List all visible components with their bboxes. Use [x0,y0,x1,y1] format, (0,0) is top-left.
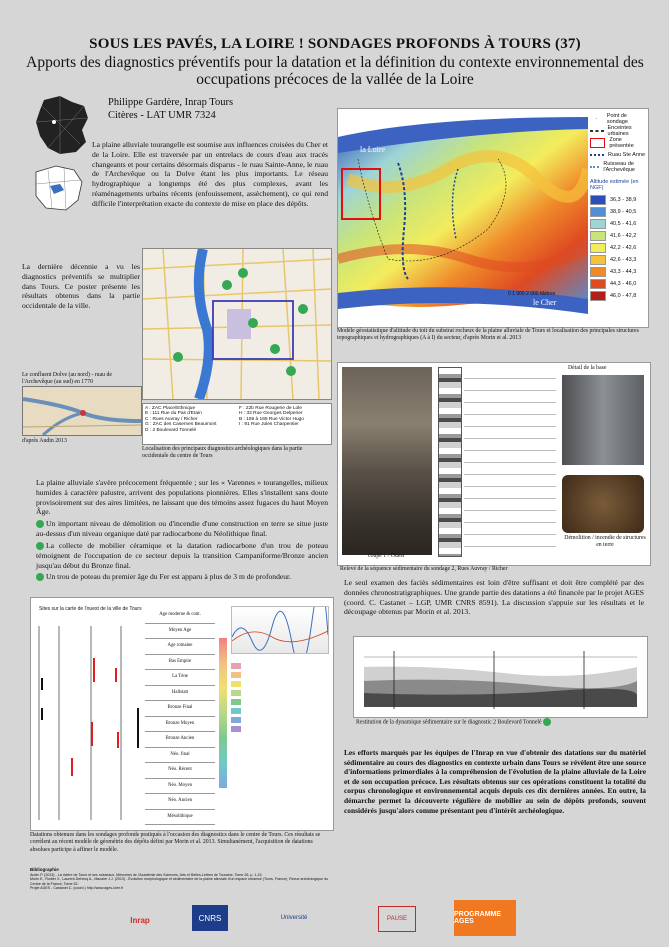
section-left-label: coupe 1 / Ouest [368,553,405,559]
range-label: 40,5 - 41,6 [610,221,637,227]
legend-entry: B : 159 à 165 Rue Victor Hugo [239,416,304,422]
section-photo-left [342,367,432,555]
period-label: Bronze Final [145,701,215,717]
range-swatch [590,219,606,229]
range-swatch [590,243,606,253]
legend-entry: F : 22b Rue Rougerie de Lole [239,406,302,411]
section-log [438,367,462,557]
range-label: 38,9 - 40,5 [610,209,637,215]
range-label: 44,3 - 46,0 [610,281,637,287]
restitution-diagram [353,636,648,718]
altitude-range [590,206,646,218]
altitude-range [590,218,646,230]
river-cher-label: le Cher [533,298,557,307]
range-swatch [590,279,606,289]
period-label: Bronze Ancien [145,732,215,748]
finding-2: La collecte de mobilier céramique et la datation radiocarbone d'un trou de poteau témoignent de l'occupation de ce secteur depuis la transition Campaniforme/Bronze ancien jusqu'au début du Bronze final. [36,541,328,570]
svg-text:Sites sur la carte de l'ouest: Sites sur la carte de l'ouest de la ville de Tours [39,606,142,612]
color-legend [231,660,329,735]
legend-item: Enceintes urbaines [590,125,646,137]
period-label: Hallstatt [145,686,215,702]
tours-map-legend [142,403,332,445]
biblio-ref: Audin P. (2013) - La rivière de Tours et ses ruisseaux, Mémoires de l'Académie des Sciences, Arts et Belles-Lettres de Touraine, Tome 26, p. 1-15. [30,872,263,877]
decade-text: La dernière décennie a vu les diagnostics préventifs se multiplier dans Tours. Ce poster présente les résultats obtenus dans la partie occidentale de la ville. [22,262,140,311]
range-swatch [590,255,606,265]
tours-street-map [142,248,332,400]
map-legend-col-right [237,404,331,444]
author-block [108,96,233,122]
period-color-bar [219,638,227,788]
biblio-ref: Projet AGES - Castanet C. (coord.) http://www.ages-loire.fr [30,886,124,891]
range-swatch [590,207,606,217]
poster-subtitle: Apports des diagnostics préventifs pour la datation et la définition du contexte environnemental des occupations précoces de la vallée de la Loire [26,54,644,88]
demolition-label: Démolition / incendie de structures en terre [564,535,646,549]
range-label: 42,2 - 42,6 [610,245,637,251]
conclusion-text: Les efforts marqués par les équipes de l'Inrap en vue d'obtenir des datations sur du matériel sédimentaire au cours des diagnostics en contexte urbain dans Tours se révèlent être une source d'informations primordiales à la compréhension de l'évolution de la plaine alluviale de la Loire et de son occupation précoce. Les résultats obtenus sur ces opérations constituent la totalité du corpus chronologique et environnemental acquis depuis ces dix dernières années. En outre, la démarche permet la découverte régulière de mobilier au sein de dépôts profonds, souvent considérés jusqu'alors comme présentant peu d'intérêt archéologique. [344,748,646,815]
confluent-credit: d'après Audin 2013 [22,438,67,444]
period-label: Néo. Moyen [145,779,215,795]
range-label: 36,3 - 38,9 [610,197,637,203]
biblio-title: Bibliographie [30,867,59,872]
altitude-range [590,254,646,266]
author-name: Philippe Gardère, Inrap Tours [108,97,234,108]
logo-ages: PROGRAMME AGES [454,900,516,936]
france-map [30,92,96,158]
legend-entry: E : 111 Rue du Pas d'Etain [145,411,202,417]
marker-c-icon [36,573,44,581]
legend-entry: C : Rues Auvray / Richer [145,416,198,422]
legend-entry: I : 91 Rue Jules Charpentier [239,422,299,428]
confluent-map [22,386,142,436]
range-swatch [590,291,606,301]
restitution-caption: Restitution de la dynamique sédimentaire sur le diagnostic 2 Boulevard Tonnelé [356,718,636,727]
section-caption: Relevé de la séquence sédimentaire du sondage 2, Rues Auvray / Richer [340,566,508,572]
map-legend-col-left [143,404,237,444]
bibliography [30,868,330,891]
legend-entry: H : 33 Rue Georges Delperier [239,411,303,417]
legend-item: Ruau Ste Anne [590,149,646,161]
period-label: Bas Empire [145,655,215,671]
range-label: 42,6 - 43,3 [610,257,637,263]
legend-entry: G : ZAC des Casernes Beaumont [145,422,217,428]
finding-3: Un trou de poteau du premier âge du Fer est apparu à plus de 3 m de profondeur. [36,572,328,582]
period-label: Age romaine [145,639,215,655]
altitude-title: Altitude estimée (en NGF) [590,179,639,191]
geostat-map-panel [337,108,649,328]
logo-cnrs: CNRS [192,905,228,931]
geostat-legend [590,113,646,302]
tours-map-caption: Localisation des principaux diagnostics archéologiques dans la partie occidentale du centre de Tours [142,446,303,460]
legend-item: · Point de sondage [595,113,628,125]
range-label: 46,0 - 47,8 [610,293,637,299]
plain-text: La plaine alluviale s'avère précocement fréquentée ; sur les « Varennes » tourangelles, milieux humides à caractère palustre, arrivent des populations pionnières. Elles s'installent sans doute provisoirement sur des aires limitées, ne laissant que des témoins assez fugaces du haut Moyen Âge. [36,478,328,517]
period-label: Néo. Récent [145,763,215,779]
range-swatch [590,195,606,205]
geostat-caption: Modèle géostatistique d'altitude du toit du substrat rocheux de la plaine alluviale de Tours et localisation des principales structures topographiques et hydrographiques (A à I) du secteur, d'après Morin et al. 2013 [337,328,639,342]
marker-d-icon [543,718,551,726]
intro-text: La plaine alluviale tourangelle est soumise aux influences croisées du Cher et de la Loire. Elle est traversée par un entrelacs de cours d'eau aux tracés changeants et pour certains désormais disparus - le ruau Sainte-Anne, le ruau de l'Archevêque ou la Dolve étant les plus importants. Le réseau hydrographique a longtemps été des plus complexes, avant les réaménagements urbains récents (enfouissement, assèchement), ce qui rend difficile l'interprétation exacte du contexte de mise en place des dépôts. [92,140,328,208]
altitude-range [590,290,646,302]
author-lab: Citères - LAT UMR 7324 [108,110,216,121]
range-swatch [590,231,606,241]
datation-caption: Datations obtenues dans les sondages profonds pratiqués à l'occasion des diagnostics dans le centre de Tours. Ces résultats se corrèlent au récent modèle de géométrie des dépôts défini par Morin et al. 2013. Simultanément, l'acquisition de datations absolues participe à affiner le modèle. [30,832,321,853]
marker-c-icon [36,542,44,550]
detail-label: Détail de la base [568,365,607,371]
altitude-range [590,194,646,206]
range-label: 43,3 - 44,3 [610,269,637,275]
period-label: Néo. final [145,748,215,764]
period-label: Mésolithique [145,810,215,826]
period-label: Age moderne & cont. [145,608,215,624]
logo-universite: Université [280,915,308,921]
period-label: La Tène [145,670,215,686]
altitude-range [590,230,646,242]
poster-title: SOUS LES PAVÉS, LA LOIRE ! SONDAGES PROFONDS À TOURS (37) [89,36,581,52]
range-label: 41,6 - 42,2 [610,233,637,239]
section-notes [464,367,556,555]
range-swatch [590,267,606,277]
facies-text: Le seul examen des faciès sédimentaires est loin d'être suffisant et doit être complété par des données chronostratigraphiques. Une grande partie des datations a été financée par le projet AGES (coord. C. Castanet – LGP, UMR CNRS 8591). La discussion s'appuie sur les résultats et le découpage obtenus par Morin et al. 2013. [344,578,644,617]
period-label: Néo. Ancien [145,794,215,810]
map-scale: 0 1 000 2 000 Mètres [508,291,556,297]
detail-photo [562,375,644,465]
curve-area [231,606,329,654]
geostat-map [338,109,588,327]
period-label: Bronze Moyen [145,717,215,733]
demolition-photo [562,475,644,533]
section-panel [337,362,651,566]
logo-inrap: Inrap [130,915,150,925]
altitude-range [590,278,646,290]
altitude-range [590,266,646,278]
period-column [145,608,215,825]
legend-item: Zone présentée [590,137,646,149]
finding-1: Un important niveau de démolition ou d'incendie d'une construction en terre se situe juste au-dessus d'un niveau organique daté par radiocarbone du Néolithique final. [36,519,328,538]
river-loire-label: la Loire [360,145,386,154]
logo-pause: PAUSE [378,906,416,932]
period-label: Moyen Age [145,624,215,640]
legend-item: Ruisseau de l'Archevêque [590,161,646,173]
altitude-range-list [590,194,646,302]
confluent-label: Le confluent Dolve (au nord) - ruau de l'Archevêque (au sud) en 1770 [22,372,112,386]
biblio-ref: Morin E., Rodier X., Laurent-Dehecq A., Macaire J.J. (2013) - Évolution morphologique et sédimentaire de la plaine alluviale d'un espace urbanisé (Tours, France), Revue archéologique du Centre de la France, Tome 52. [30,877,329,886]
datation-chart [30,597,334,831]
legend-entry: A : ZAC Place/Ethnique [145,406,196,411]
legend-entry: D : 2 Boulevard Tonnelé [145,427,197,433]
altitude-range [590,242,646,254]
marker-c-icon [36,520,44,528]
region-map [30,162,86,214]
